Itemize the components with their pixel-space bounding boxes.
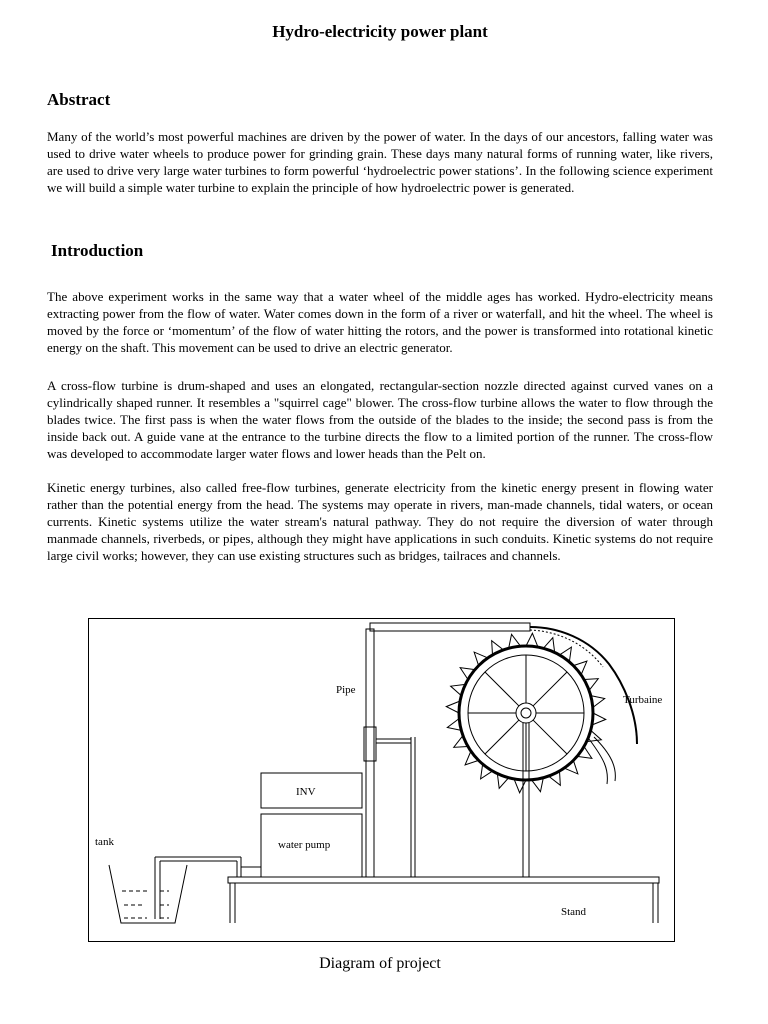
figure-caption: Diagram of project [319, 955, 441, 972]
turbine-wheel [446, 633, 605, 792]
outflow-water-2 [594, 737, 615, 781]
intro-paragraph-1: The above experiment works in the same way that a water wheel of the middle ages has worked. Hydro-electricity means extracting power from the flow of water. Water comes down in the form of a river or waterfall, and hit the wheel. The wheel is moved by the force or ‘momentum’ of the flow of water hitting the rotors, and the power is transformed into rotational kinetic energy on the shaft. This movement can be used to drive an electric generator. [47, 289, 713, 355]
wheel-spoke [485, 720, 519, 754]
pipe-label: Pipe [336, 684, 356, 696]
stand-label: Stand [561, 906, 587, 918]
page-title: Hydro-electricity power plant [272, 22, 488, 41]
outflow-water [589, 739, 607, 784]
tank-outline [109, 865, 187, 923]
section-heading-abstract: Abstract [47, 90, 111, 109]
stand-top-beam [228, 877, 659, 883]
abstract-paragraph: Many of the world’s most powerful machines are driven by the power of water. In the days of our ancestors, falling water was used to drive water wheels to produce power for grinding grain. These days many natural forms of running water, like rivers, are used to drive very large water turbines to form powerful ‘hydroelectric power stations’. In the following science experiment we will build a simple water turbine to explain the principle of how hydroelectric power is generated. [47, 129, 713, 195]
section-heading-introduction: Introduction [51, 241, 144, 260]
tank-label: tank [95, 836, 114, 848]
tank-water-lines [122, 891, 169, 918]
turbine-label: Turbaine [623, 694, 663, 706]
top-pipe [370, 623, 530, 631]
inv-label: INV [296, 786, 316, 798]
vertical-pipe [366, 629, 374, 877]
intro-paragraph-2: A cross-flow turbine is drum-shaped and uses an elongated, rectangular-section nozzle directed against curved vanes on a cylindrically shaped runner. It resembles a "squirrel cage" blower. The cross-flow turbine allows the water to flow through the blades twice. The first pass is when the water flows from the outside of the blades to the inside; the second pass is from the inside back out. A guide vane at the entrance to the turbine directs the flow to a limited portion of the runner. The cross-flow was developed to accommodate larger water flows and lower heads than the Pelt on. [47, 378, 713, 461]
project-diagram [88, 618, 675, 942]
intro-paragraph-3: Kinetic energy turbines, also called free-flow turbines, generate electricity from the kinetic energy present in flowing water rather than the potential energy from the head. The systems may operate in rivers, man-made channels, tidal waters, or ocean currents. Kinetic systems utilize the water stream's natural pathway. They do not require the diversion of water through manmade channels, riverbeds, or pipes, although they might have applications in such conduits. Kinetic systems do not require large civil works; however, they can use existing structures such as bridges, tailraces and channels. [47, 480, 713, 563]
wheel-spoke [533, 720, 567, 754]
water-pump-label: water pump [278, 839, 331, 851]
wheel-spoke [533, 672, 567, 706]
diagram-drawing [89, 619, 676, 943]
wheel-spoke [485, 672, 519, 706]
